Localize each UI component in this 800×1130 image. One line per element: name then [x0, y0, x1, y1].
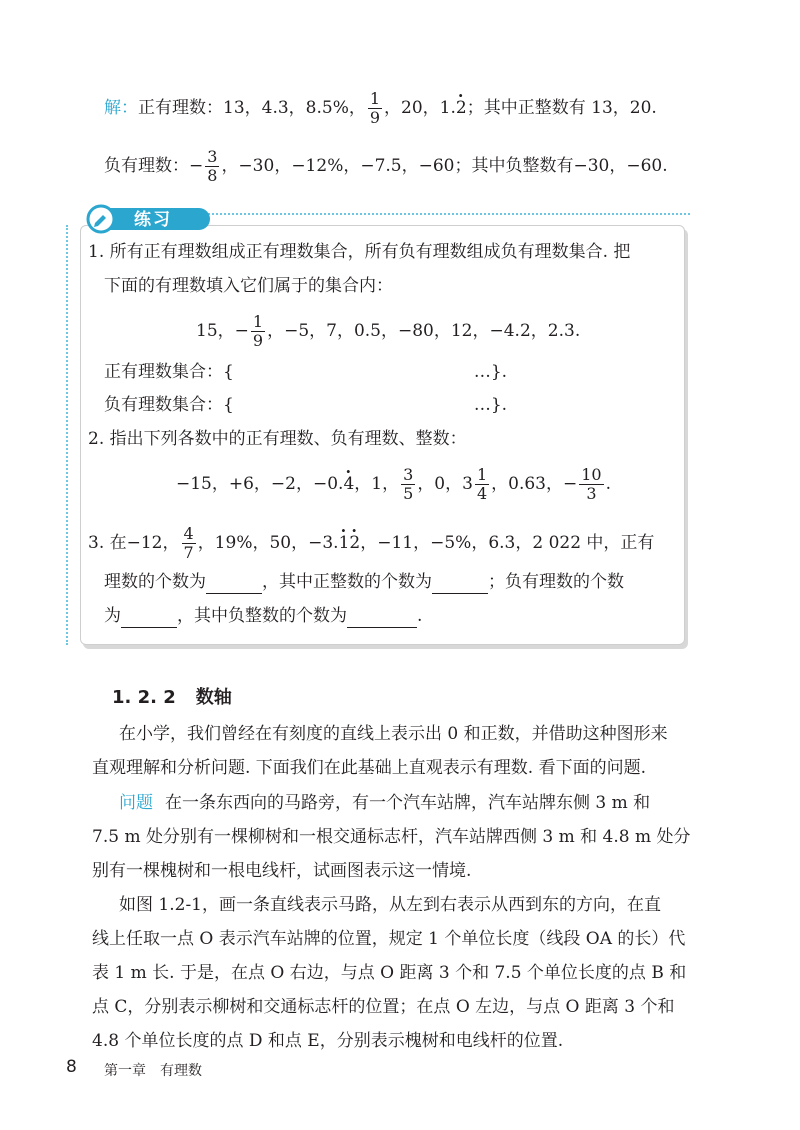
q3-line2: 理数的个数为 ，其中正整数的个数为 ；负有理数的个数	[104, 572, 624, 592]
q3-line3: 为 ，其中负整数的个数为 .	[104, 606, 423, 626]
dotted-border	[184, 213, 690, 215]
fraction: $\frac{1}{9}$	[252, 312, 264, 350]
fraction: $\frac{3}{8}$	[207, 147, 218, 185]
q1-line1: 1. 所有正有理数组成正有理数集合，所有负有理数组成负有理数集合. 把	[88, 242, 631, 262]
body-p2-l3: 别有一棵槐树和一根电线杆，试画图表示这一情境.	[92, 861, 472, 881]
repeating-digit: · 2	[456, 98, 467, 118]
body-p1-l2: 直观理解和分析问题. 下面我们在此基础上直观表示有理数. 看下面的问题.	[92, 758, 647, 778]
solution-label: 解：	[104, 98, 138, 118]
body-p2-l1: 问题 在一条东西向的马路旁，有一个汽车站牌，汽车站牌东侧 3 m 和	[119, 793, 651, 813]
chapter-label: 第一章 有理数	[104, 1063, 202, 1079]
section-title: 数轴	[195, 687, 232, 708]
solution-negative-line: 负有理数：− $\frac{3}{8}$ ，−30，−12%，−7.5，−60；其中负整数有−30，−60.	[104, 147, 668, 185]
body-p3-l1: 如图 1.2-1，画一条直线表示马路，从左到右表示从西到东的方向，在直	[119, 895, 661, 915]
body-p3-l2: 线上任取一点 O 表示汽车站牌的位置，规定 1 个单位长度（线段 OA 的长）代	[92, 929, 686, 949]
repeating-digit: · 4	[343, 474, 354, 494]
answer-blank[interactable]	[206, 575, 262, 594]
answer-blank[interactable]	[347, 609, 417, 628]
repeating-digit: · 1	[339, 533, 350, 553]
q1-positive-set: 正有理数集合：{ …}.	[104, 362, 508, 382]
fraction: $\frac{1}{9}$	[369, 89, 381, 127]
fraction: $\frac{3}{5}$	[403, 465, 414, 503]
exercise-badge: 练习	[86, 207, 211, 233]
body-p3-l5: 4.8 个单位长度的点 D 和点 E，分别表示槐树和电线杆的位置.	[92, 1031, 564, 1051]
q1-line2: 下面的有理数填入它们属于的集合内：	[104, 276, 393, 296]
pencil-circle-icon	[86, 204, 116, 234]
q3-line1: 3. 在−12， $\frac{4}{7}$ ，19%，50，−3.· 1· 2，−11，−5%，6.3，2 022 中，正有	[88, 525, 654, 562]
dotted-border	[66, 225, 68, 645]
answer-blank[interactable]	[432, 575, 488, 594]
repeating-digit: · 2	[349, 533, 360, 553]
q2-line: 2. 指出下列各数中的正有理数、负有理数、整数：	[88, 429, 467, 449]
body-p1-l1: 在小学，我们曾经在有刻度的直线上表示出 0 和正数，并借助这种图形来	[119, 724, 668, 744]
page-number: 8	[66, 1057, 77, 1077]
body-p3-l4: 点 C，分别表示柳树和交通标志杆的位置；在点 O 左边，与点 O 距离 3 个和	[92, 997, 675, 1017]
fraction: $\frac{4}{7}$	[183, 524, 194, 562]
mixed-fraction: $\frac{1}{4}$	[476, 465, 488, 503]
q1-numbers: 15，− $\frac{1}{9}$ ，−5，7，0.5，−80，12，−4.2，2.3.	[196, 312, 581, 350]
section-heading	[112, 686, 232, 710]
problem-label: 问题	[119, 793, 153, 813]
q1-negative-set: 负有理数集合：{ …}.	[104, 395, 508, 415]
body-p3-l3: 表 1 m 长. 于是，在点 O 右边，与点 O 距离 3 个和 7.5 个单位长度的点 B 和	[92, 963, 687, 983]
solution-positive-line: 解：正有理数：13，4.3，8.5%， $\frac{1}{9}$ ，20，1.· 2；其中正整数有 13，20.	[104, 90, 657, 127]
answer-blank[interactable]	[121, 609, 177, 628]
fraction: $\frac{10}{3}$	[581, 465, 602, 503]
section-number: 1. 2. 2	[112, 687, 176, 708]
q2-numbers: −15，+6，−2，−0.· 4，1， $\frac{3}{5}$ ，0，3 $\frac{1}{4}$ ，0.63，− $\frac{10}{3}$ .	[176, 466, 611, 503]
body-p2-l2: 7.5 m 处分别有一棵柳树和一根交通标志杆，汽车站牌西侧 3 m 和 4.8 m 处分	[92, 827, 691, 847]
